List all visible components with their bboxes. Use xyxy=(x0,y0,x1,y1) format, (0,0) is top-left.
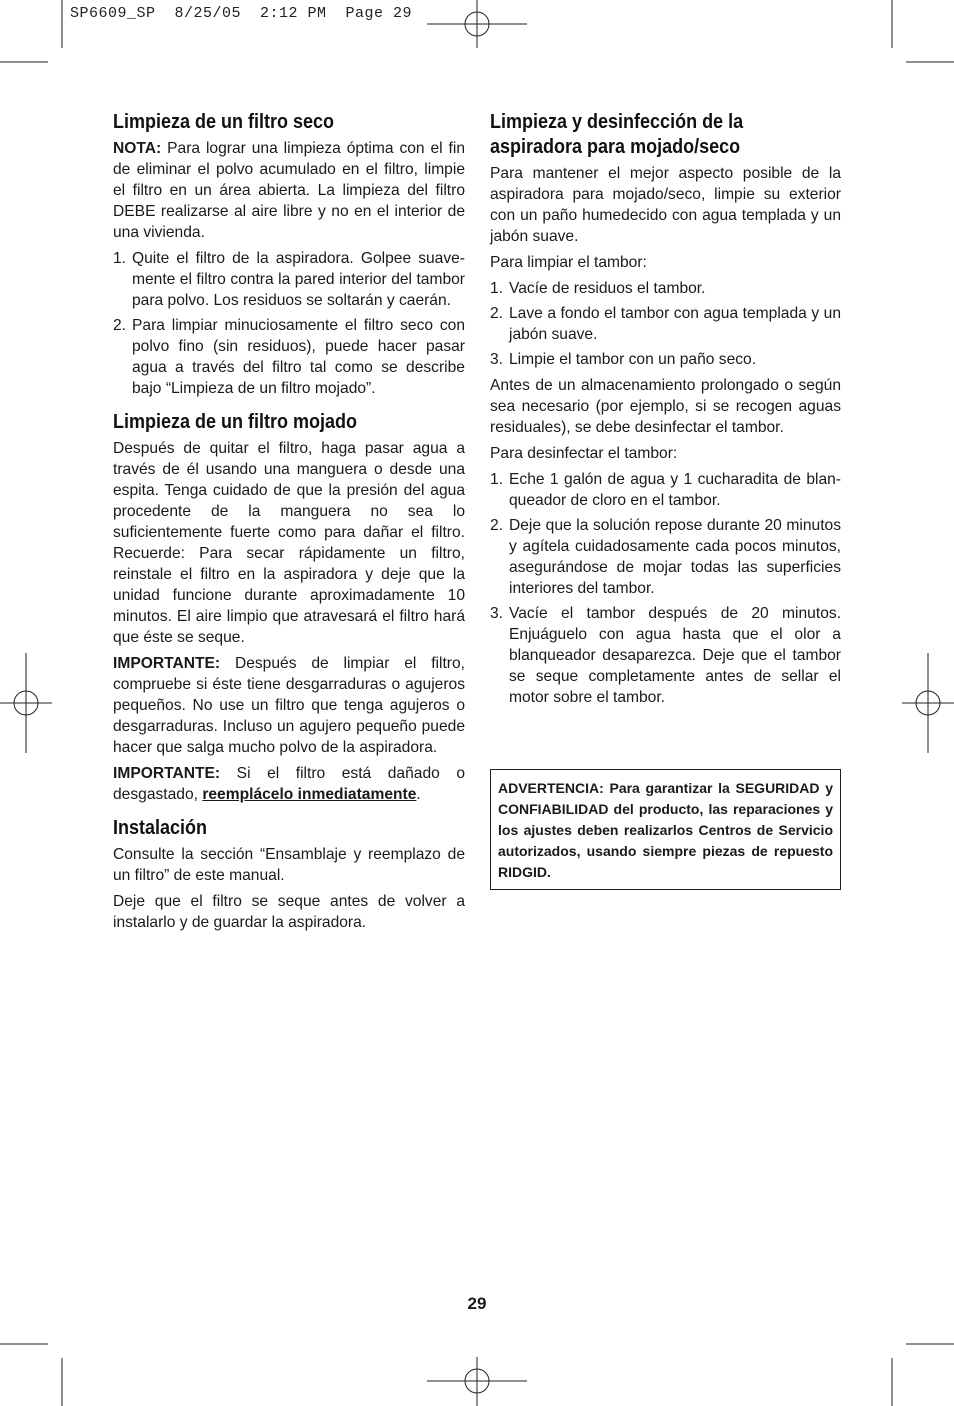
registration-mark-left xyxy=(0,653,52,753)
list-item xyxy=(490,469,841,511)
list-item xyxy=(490,349,841,370)
step-text: Quite el filtro de la aspiradora. Golpee suave- mente el filtro contra la pared interior del tambor para polvo. Los residuos se soltarán y caerán. xyxy=(132,250,465,309)
step-number: 1. xyxy=(113,250,127,267)
dry-filter-heading: Limpieza de un filtro seco xyxy=(113,111,335,133)
step-number: 3. xyxy=(490,605,504,622)
left-column xyxy=(113,110,465,938)
list-item xyxy=(490,278,841,299)
step-text: Deje que la solución repose durante 20 minutos y agítela cuidadosamente cada pocos minutos, asegurándose de mojar todas las superficies interiores del tambor. xyxy=(509,517,841,597)
list-item xyxy=(490,515,841,599)
dry-filter-note xyxy=(113,138,465,243)
install-heading: Instalación xyxy=(113,817,208,839)
important-text: Si el filtro está dañado o desgastado, xyxy=(113,765,465,803)
replace-emphasis: reemplácelo inmediatamente xyxy=(202,786,417,803)
list-item xyxy=(113,315,465,399)
step-text: Limpie el tambor con un paño seco. xyxy=(509,351,757,368)
wet-filter-heading: Limpieza de un filtro mojado xyxy=(113,411,358,433)
print-slug: SP6609_SP 8/25/05 2:12 PM Page 29 xyxy=(70,5,413,22)
right-column xyxy=(490,110,841,713)
exterior-cleaning-paragraph: Para mantener el mejor aspecto posible de la aspiradora para mojado/seco, limpie su exterior con un paño humedecido con agua templada y un jabón suave. xyxy=(490,165,841,245)
list-item xyxy=(490,303,841,345)
list-item xyxy=(490,603,841,708)
install-paragraph-1: Consulte la sección “Ensamblaje y reemplazo de un filtro” de este manual. xyxy=(113,846,465,884)
important-note-1 xyxy=(113,653,465,758)
step-number: 2. xyxy=(490,517,504,534)
step-number: 2. xyxy=(113,317,127,334)
step-text: Eche 1 galón de agua y 1 cucharadita de blan- queador de cloro en el tambor. xyxy=(509,471,841,509)
registration-mark-right xyxy=(902,653,954,753)
important-note-2 xyxy=(113,763,465,805)
important-label: IMPORTANTE: xyxy=(113,765,221,782)
registration-mark-top xyxy=(427,0,527,48)
note-label: NOTA: xyxy=(113,140,162,157)
heading-line-2: aspiradora para mojado/seco xyxy=(490,136,741,158)
disinfect-steps xyxy=(490,469,841,708)
disinfect-label: Para desinfectar el tambor: xyxy=(490,445,678,462)
wet-filter-paragraph: Después de quitar el filtro, haga pasar agua a través de él usando una manguera o desde una espita. Tenga cuidado de que la presión del agua procedente de la manguera no sea lo suficientemente fuerte como para dañar el filtro. Recuerde: Para secar rápidamente un filtro, reinstale el filtro en la aspiradora y deje que la unidad funcione durante aproximadamente 10 minutos. El aire limpio que atravesará el filtro hará que éste se seque. xyxy=(113,440,465,646)
install-paragraph-2: Deje que el filtro se seque antes de volver a instalarlo y de guardar la aspiradora. xyxy=(113,893,465,931)
storage-paragraph: Antes de un almacenamiento prolongado o según sea necesario (por ejemplo, si se recogen aguas residuales), se debe desinfectar el tambor. xyxy=(490,377,841,436)
important-end: . xyxy=(416,786,421,803)
step-text: Lave a fondo el tambor con agua templada y un jabón suave. xyxy=(509,305,841,343)
step-text: Para limpiar minuciosamente el filtro seco con polvo fino (sin residuos), puede hacer pasar agua a través del filtro tal como se describe bajo “Limpieza de un filtro mojado”. xyxy=(132,317,465,397)
note-text: Para lograr una limpieza óptima con el fin de eliminar el polvo acumulado en el filtro, limpie el filtro en un área abierta. La limpieza del filtro DEBE realizarse al aire libre y no en el interior de una vivienda. xyxy=(113,140,465,241)
step-number: 1. xyxy=(490,471,504,488)
clean-drum-label: Para limpiar el tambor: xyxy=(490,254,647,271)
step-text: Vacíe de residuos el tambor. xyxy=(509,280,706,297)
warning-box: ADVERTENCIA: Para garantizar la SEGURIDAD y CONFIABILIDAD del producto, las reparaciones y los ajustes deben realizarlos Centros de Servicio autorizados, usando siempre piezas de repuesto RIDGID. xyxy=(490,769,841,890)
page-number: 29 xyxy=(467,1294,487,1313)
list-item xyxy=(113,248,465,311)
important-text: Después de limpiar el filtro, compruebe si éste tiene desgarraduras o agujeros pequeños. No use un filtro que tenga agujeros o desgarraduras. Incluso un agujero pequeño puede hacer que salga mucho polvo de la aspiradora. xyxy=(113,655,465,756)
step-number: 1. xyxy=(490,280,504,297)
dry-filter-steps xyxy=(113,248,465,399)
clean-drum-steps xyxy=(490,278,841,370)
step-number: 3. xyxy=(490,351,504,368)
step-number: 2. xyxy=(490,305,504,322)
step-text: Vacíe el tambor después de 20 minutos. Enjuáguelo con agua hasta que el olor a blanqueador desaparezca. Deje que el tambor se seque completamente antes de sellar el motor sobre el tambor. xyxy=(509,605,841,706)
disinfect-heading xyxy=(490,110,806,160)
heading-line-1: Limpieza y desinfección de la xyxy=(490,111,744,133)
important-label: IMPORTANTE: xyxy=(113,655,221,672)
registration-mark-bottom xyxy=(427,1357,527,1406)
